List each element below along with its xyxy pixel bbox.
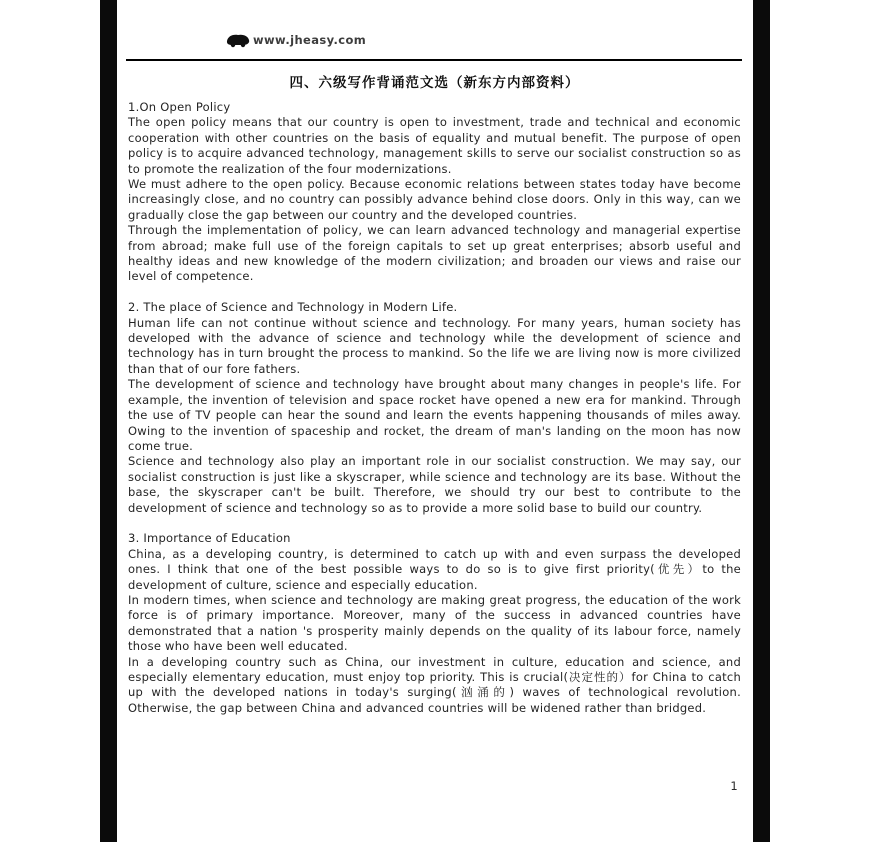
page-edge-left-bar	[100, 0, 117, 842]
section-heading: 1.On Open Policy	[128, 100, 231, 114]
essay-section-2	[128, 300, 741, 516]
document-header	[225, 31, 366, 49]
paragraph: Science and technology also play an important role in our socialist construction. We may say, our socialist construction is just like a skyscraper, while science and technology are its base. Without the base, the skyscraper can't be built. Therefore, we should try our best to contribute to the development of science and technology so as to provide a more solid base to build our country.	[128, 454, 741, 515]
paragraph: The development of science and technology have brought about many changes in people's life. For example, the invention of television and space rocket have opened a new era for mankind. Through the use of TV people can hear the sound and learn the events happening thousands of miles away. Owing to the invention of spaceship and rocket, the dream of man's landing on the moon has now come true.	[128, 377, 741, 453]
paragraph: China, as a developing country, is determined to catch up with and even surpass the developed ones. I think that one of the best possible ways to do so is to give first priority(优先）to the development of culture, science and especially education.	[128, 546, 741, 592]
site-url: www.jheasy.com	[253, 33, 367, 47]
paragraph: The open policy means that our country is open to investment, trade and technical and economic cooperation with other countries on the basis of equality and mutual benefit. The purpose of open policy is to acquire advanced technology, management skills to serve our socialist construction so as to promote the realization of the four modernizations.	[128, 115, 741, 176]
section-heading: 3. Importance of Education	[128, 531, 291, 546]
essay-section-3	[128, 531, 741, 716]
section-heading: 2. The place of Science and Technology in Modern Life.	[128, 300, 458, 315]
essay-section-1	[128, 100, 741, 285]
paragraph: In a developing country such as China, our investment in culture, education and science, and especially elementary education, must enjoy top priority. This is crucial(决定性的）for China to catch up with the developed nations in today's surging(汹涌的) waves of technological revolution. Otherwise, the gap between China and advanced countries will be widened rather than bridged.	[128, 654, 741, 715]
paragraph: Through the implementation of policy, we can learn advanced technology and managerial expertise from abroad; make full use of the foreign capitals to set up great enterprises; absorb useful and healthy ideas and new knowledge of the modern civilization; and broaden our views and raise our level of competence.	[128, 223, 741, 284]
page-title: 四、六级写作背诵范文选（新东方内部资料）	[289, 75, 580, 91]
document-body	[128, 100, 741, 716]
header-divider	[126, 59, 742, 61]
paragraph: We must adhere to the open policy. Because economic relations between states today have become increasingly close, and no country can possibly advance behind close doors. Only in this way, can we gradually close the gap between our country and the developed countries.	[128, 177, 741, 222]
paragraph: In modern times, when science and technology are making great progress, the education of the work force is of primary importance. Moreover, many of the success in advanced countries have demonstrated that a nation 's prosperity mainly depends on the quality of its labour force, namely those who have been well educated.	[128, 592, 741, 654]
page-number: 1	[730, 779, 738, 793]
page-edge-right-bar	[753, 0, 770, 842]
paragraph: Human life can not continue without science and technology. For many years, human society has developed with the advance of science and technology while the development of science and technology has in turn brought the process to mankind. So the life we are living now is more civilized than that of our fore fathers.	[128, 315, 741, 376]
site-logo-icon	[225, 32, 251, 48]
